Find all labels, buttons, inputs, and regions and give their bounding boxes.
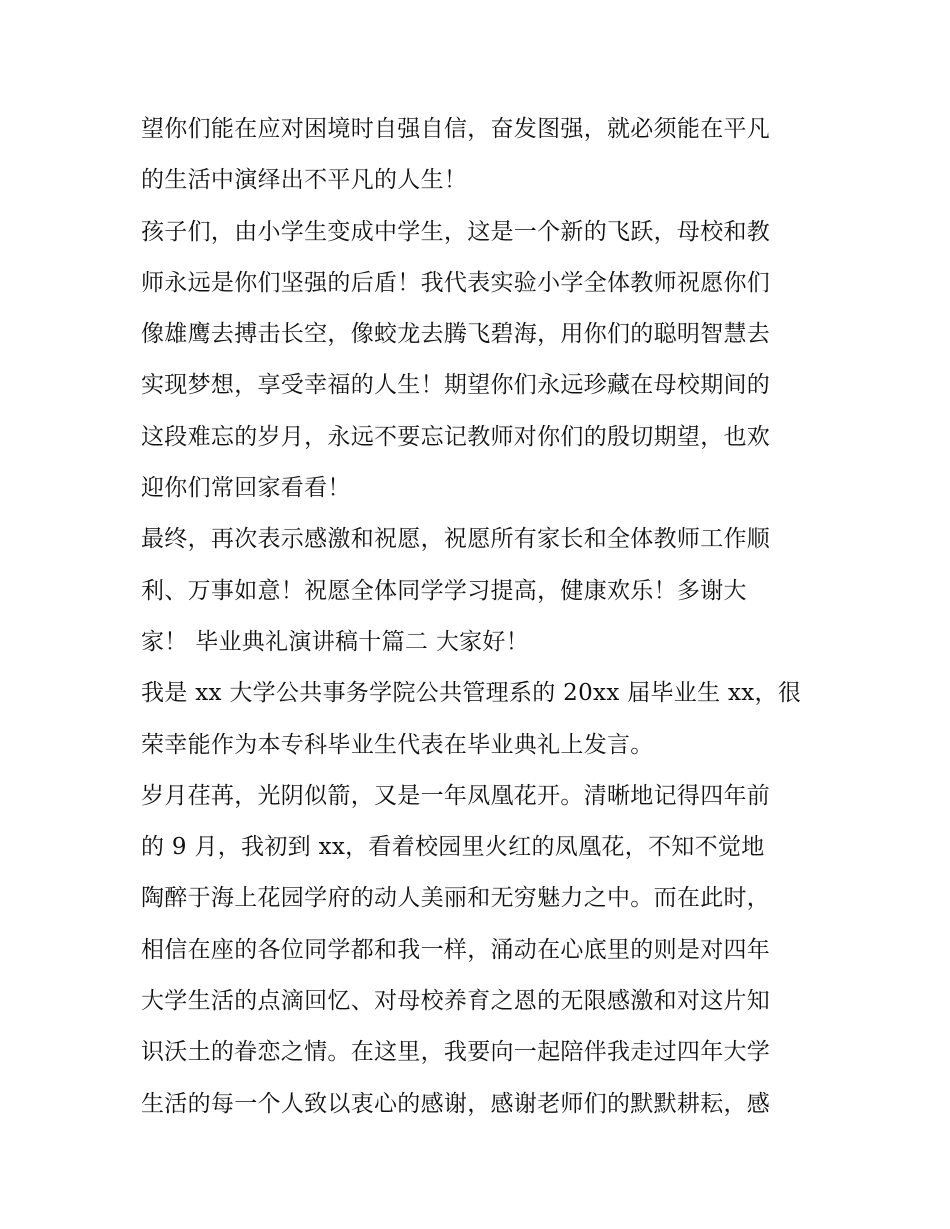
text-line: 陶醉于海上花园学府的动人美丽和无穷魅力之中。而在此时，: [141, 885, 771, 912]
text-line: 迎你们常回家看看！: [141, 475, 351, 502]
text-line: 识沃土的眷恋之情。在这里，我要向一起陪伴我走过四年大学: [141, 1039, 771, 1066]
text-line: 大学生活的点滴回忆、对母校养育之恩的无限感激和对这片知: [141, 988, 771, 1015]
text-line: 利、万事如意！祝愿全体同学学习提高，健康欢乐！多谢大: [141, 577, 747, 604]
text-line: 最终，再次表示感激和祝愿，祝愿所有家长和全体教师工作顺: [141, 526, 771, 553]
text-line: 孩子们，由小学生变成中学生，这是一个新的飞跃，母校和教: [141, 218, 771, 245]
text-line: 师永远是你们坚强的后盾！我代表实验小学全体教师祝愿你们: [141, 269, 771, 296]
text-line: 的生活中演绎出不平凡的人生！: [141, 167, 468, 194]
text-line: 的 9 月，我初到 xx，看着校园里火红的凤凰花，不知不觉地: [141, 834, 765, 861]
text-line: 生活的每一个人致以衷心的感谢，感谢老师们的默默耕耘，感: [141, 1090, 771, 1117]
document-body: [141, 104, 821, 1130]
text-line: 望你们能在应对困境时自强自信，奋发图强，就必须能在平凡: [141, 116, 771, 142]
text-line: 岁月荏苒，光阴似箭，又是一年凤凰花开。清晰地记得四年前: [141, 782, 771, 809]
text-line: 相信在座的各位同学都和我一样，涌动在心底里的则是对四年: [141, 936, 771, 963]
text-line: 这段难忘的岁月，永远不要忘记教师对你们的殷切期望，也欢: [141, 423, 771, 450]
text-line: 实现梦想，享受幸福的人生！期望你们永远珍藏在母校期间的: [141, 372, 771, 399]
text-line: 荣幸能作为本专科毕业生代表在毕业典礼上发言。: [141, 731, 654, 758]
text-line: 家！ 毕业典礼演讲稿十篇二 大家好！: [141, 628, 530, 655]
text-line: 像雄鹰去搏击长空，像蛟龙去腾飞碧海，用你们的聪明智慧去: [141, 321, 771, 348]
text-line: 我是 xx 大学公共事务学院公共管理系的 20xx 届毕业生 xx，很: [141, 680, 802, 707]
